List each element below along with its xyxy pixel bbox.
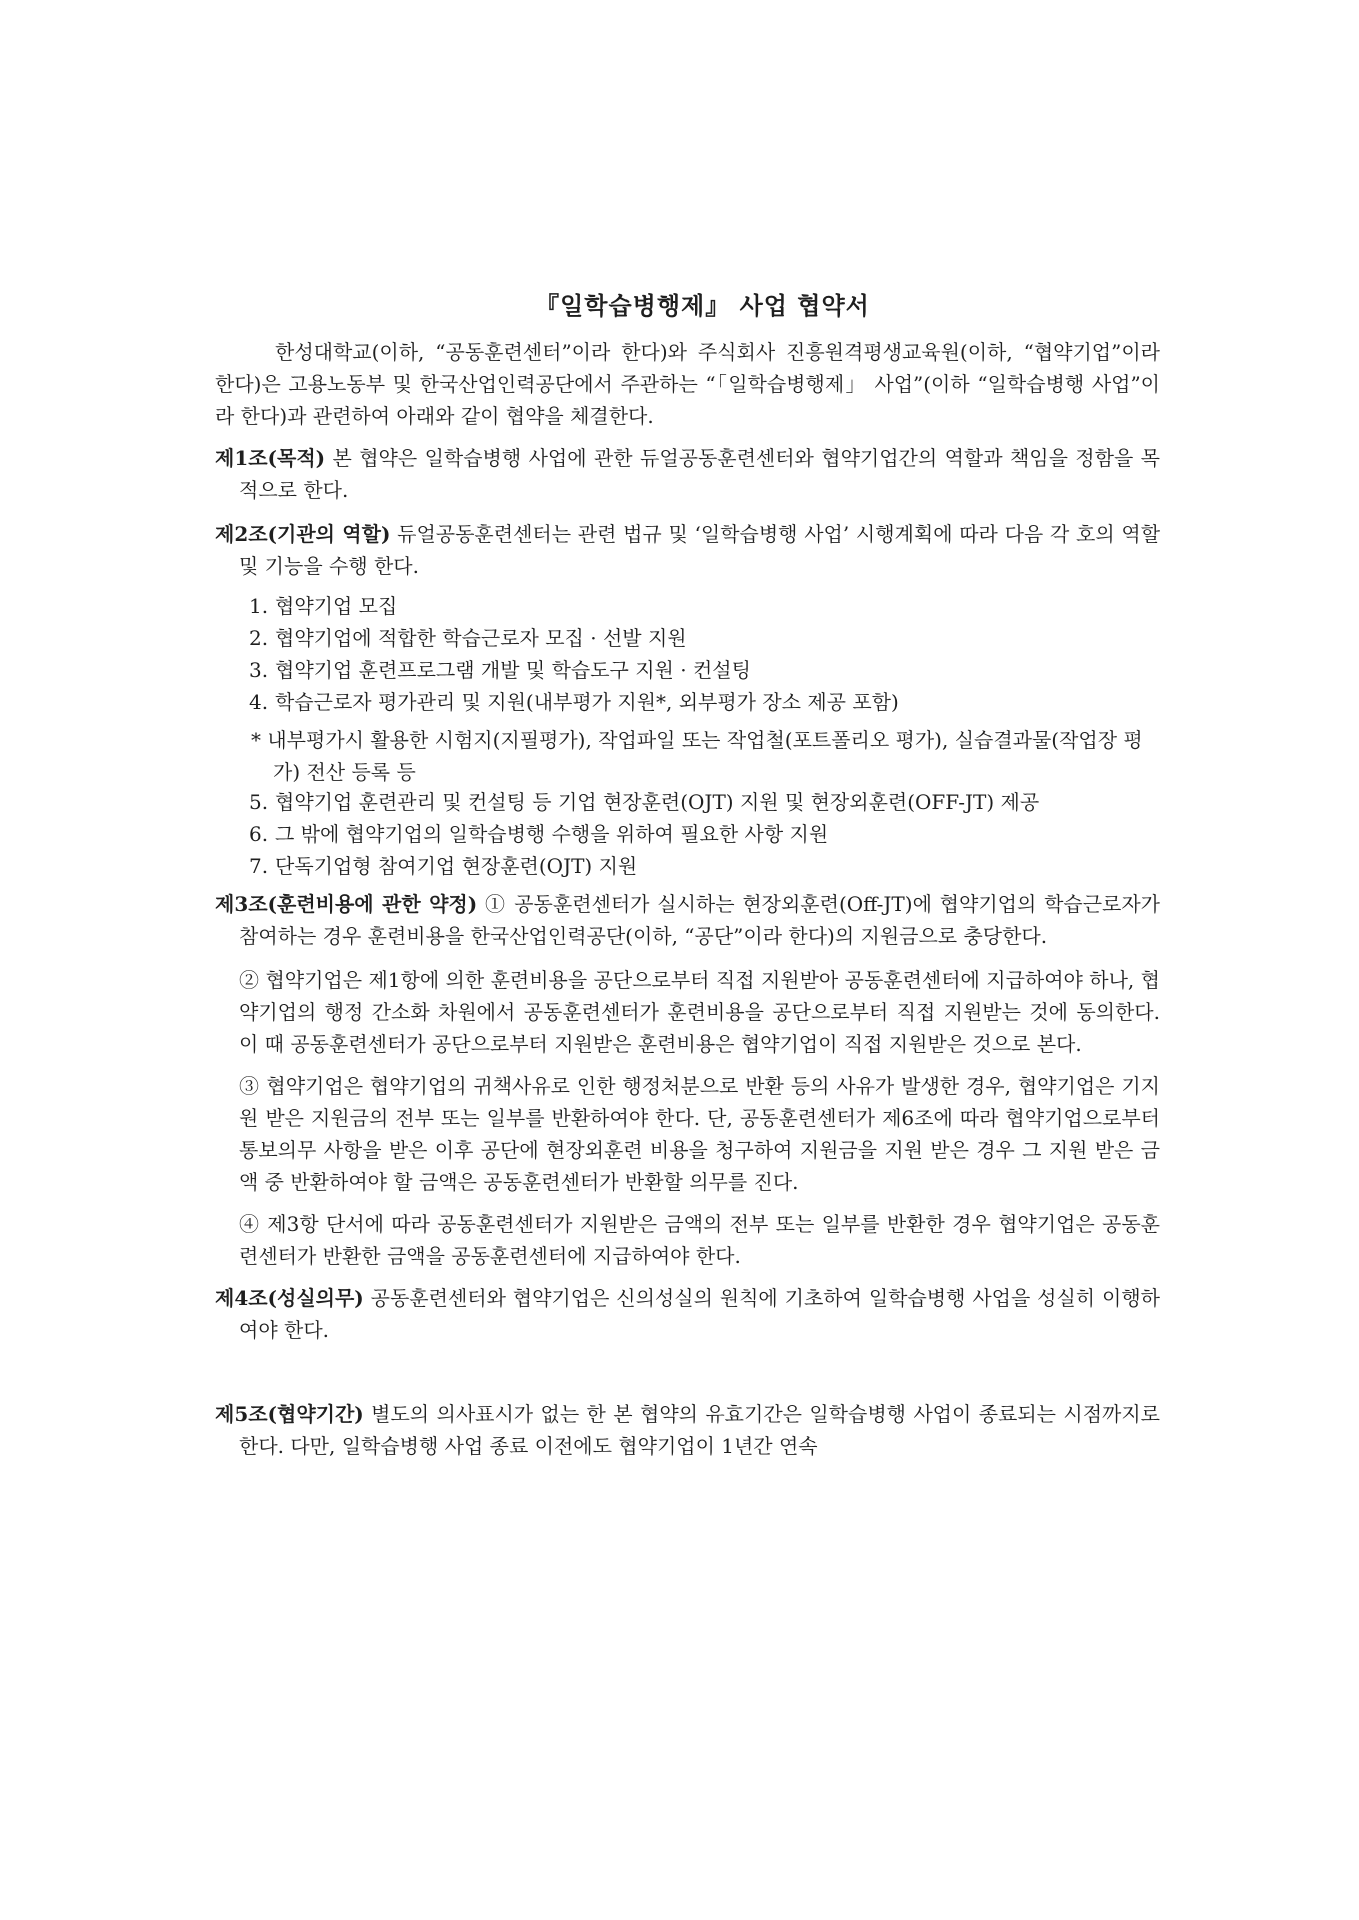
list-item-number: 5. xyxy=(249,790,269,814)
list-item-text: 협약기업 훈련프로그램 개발 및 학습도구 지원 · 컨설팅 xyxy=(275,658,751,682)
article-1-text: 본 협약은 일학습병행 사업에 관한 듀얼공동훈련센터와 협약기업간의 역할과 책임을 정함을 목적으로 한다. xyxy=(239,446,1160,502)
evaluation-footnote: * 내부평가시 활용한 시험지(지필평가), 작업파일 또는 작업철(포트폴리오 평가), 실습결과물(작업장 평가) 전산 등록 등 xyxy=(251,728,1143,784)
article-3-heading: 제3조(훈련비용에 관한 약정) xyxy=(215,892,478,916)
document-body xyxy=(215,290,1160,1474)
list-item-number: 3. xyxy=(249,658,269,682)
article-4-heading: 제4조(성실의무) xyxy=(215,1286,364,1310)
list-item-text: 협약기업 모집 xyxy=(275,594,398,618)
article-3-paragraph-1: ① 공동훈련센터가 실시하는 현장외훈련(Off-JT)에 협약기업의 학습근로자가 참여하는 경우 훈련비용을 한국산업인력공단(이하, “공단”이라 한다)의 지원금으로 충당한다. xyxy=(239,892,1161,948)
list-item-number: 6. xyxy=(249,822,269,846)
article-3-paragraph-4: ④ 제3항 단서에 따라 공동훈련센터가 지원받은 금액의 전부 또는 일부를 반환한 경우 협약기업은 공동훈련센터가 반환한 금액을 공동훈련센터에 지급하여야 한다. xyxy=(239,1212,1160,1268)
article-2-item-list xyxy=(215,590,1160,718)
list-item xyxy=(249,786,1160,818)
list-item-text: 협약기업에 적합한 학습근로자 모집 · 선발 지원 xyxy=(275,626,687,650)
list-item xyxy=(249,818,1160,850)
list-item-text: 학습근로자 평가관리 및 지원(내부평가 지원*, 외부평가 장소 제공 포함) xyxy=(275,690,899,714)
list-item-number: 7. xyxy=(249,854,269,878)
intro-paragraph: 한성대학교(이하, “공동훈련센터”이라 한다)와 주식회사 진흥원격평생교육원(이하, “협약기업”이라 한다)은 고용노동부 및 한국산업인력공단에서 주관하는 “「일학습병행제」 사업”(이하 “일학습병행 사업”이라 한다)과 관련하여 아래와 같이 협약을 체결한다. xyxy=(215,340,1160,428)
list-item-text: 단독기업형 참여기업 현장훈련(OJT) 지원 xyxy=(275,854,638,878)
list-item-number: 2. xyxy=(249,626,269,650)
list-item xyxy=(249,622,1160,654)
article-2-heading: 제2조(기관의 역할) xyxy=(215,522,391,546)
article-2-item-list-continued xyxy=(215,786,1160,882)
list-item xyxy=(249,654,1160,686)
list-item-text: 그 밖에 협약기업의 일학습병행 수행을 위하여 필요한 사항 지원 xyxy=(275,822,829,846)
article-5-heading: 제5조(협약기간) xyxy=(215,1402,364,1426)
document-title: 『일학습병행제』 사업 협약서 xyxy=(535,291,870,320)
article-4-text: 공동훈련센터와 협약기업은 신의성실의 원칙에 기초하여 일학습병행 사업을 성실히 이행하여야 한다. xyxy=(239,1286,1160,1342)
list-item xyxy=(249,686,1160,718)
article-5-text: 별도의 의사표시가 없는 한 본 협약의 유효기간은 일학습병행 사업이 종료되는 시점까지로 한다. 다만, 일학습병행 사업 종료 이전에도 협약기업이 1년간 연속 xyxy=(239,1402,1160,1458)
article-3-paragraph-2: ② 협약기업은 제1항에 의한 훈련비용을 공단으로부터 직접 지원받아 공동훈련센터에 지급하여야 하나, 협약기업의 행정 간소화 차원에서 공동훈련센터가 훈련비용을 공단으로부터 직접 지원받는 것에 동의한다. 이 때 공동훈련센터가 공단으로부터 지원받은 훈련비용은 협약기업이 직접 지원받은 것으로 본다. xyxy=(239,968,1160,1056)
list-item-text: 협약기업 훈련관리 및 컨설팅 등 기업 현장훈련(OJT) 지원 및 현장외훈련(OFF-JT) 제공 xyxy=(275,790,1040,814)
list-item-number: 1. xyxy=(249,594,269,618)
blank-space xyxy=(215,1358,1160,1398)
list-item xyxy=(249,590,1160,622)
article-5 xyxy=(215,1398,1160,1462)
list-item-number: 4. xyxy=(249,690,269,714)
article-3 xyxy=(215,888,1160,952)
article-1-heading: 제1조(목적) xyxy=(215,446,326,470)
article-3-paragraph-3: ③ 협약기업은 협약기업의 귀책사유로 인한 행정처분으로 반환 등의 사유가 발생한 경우, 협약기업은 기지원 받은 지원금의 전부 또는 일부를 반환하여야 한다. 단, 공동훈련센터가 제6조에 따라 협약기업으로부터 통보의무 사항을 받은 이후 공단에 현장외훈련 비용을 청구하여 지원금을 지원 받은 경우 그 지원 받은 금액 중 반환하여야 할 금액은 공동훈련센터가 반환할 의무를 진다. xyxy=(239,1074,1160,1194)
article-4 xyxy=(215,1282,1160,1346)
list-item xyxy=(249,850,1160,882)
article-1 xyxy=(215,442,1160,506)
article-2-text: 듀얼공동훈련센터는 관련 법규 및 ‘일학습병행 사업’ 시행계획에 따라 다음 각 호의 역할 및 기능을 수행 한다. xyxy=(239,522,1161,578)
article-2 xyxy=(215,518,1160,582)
